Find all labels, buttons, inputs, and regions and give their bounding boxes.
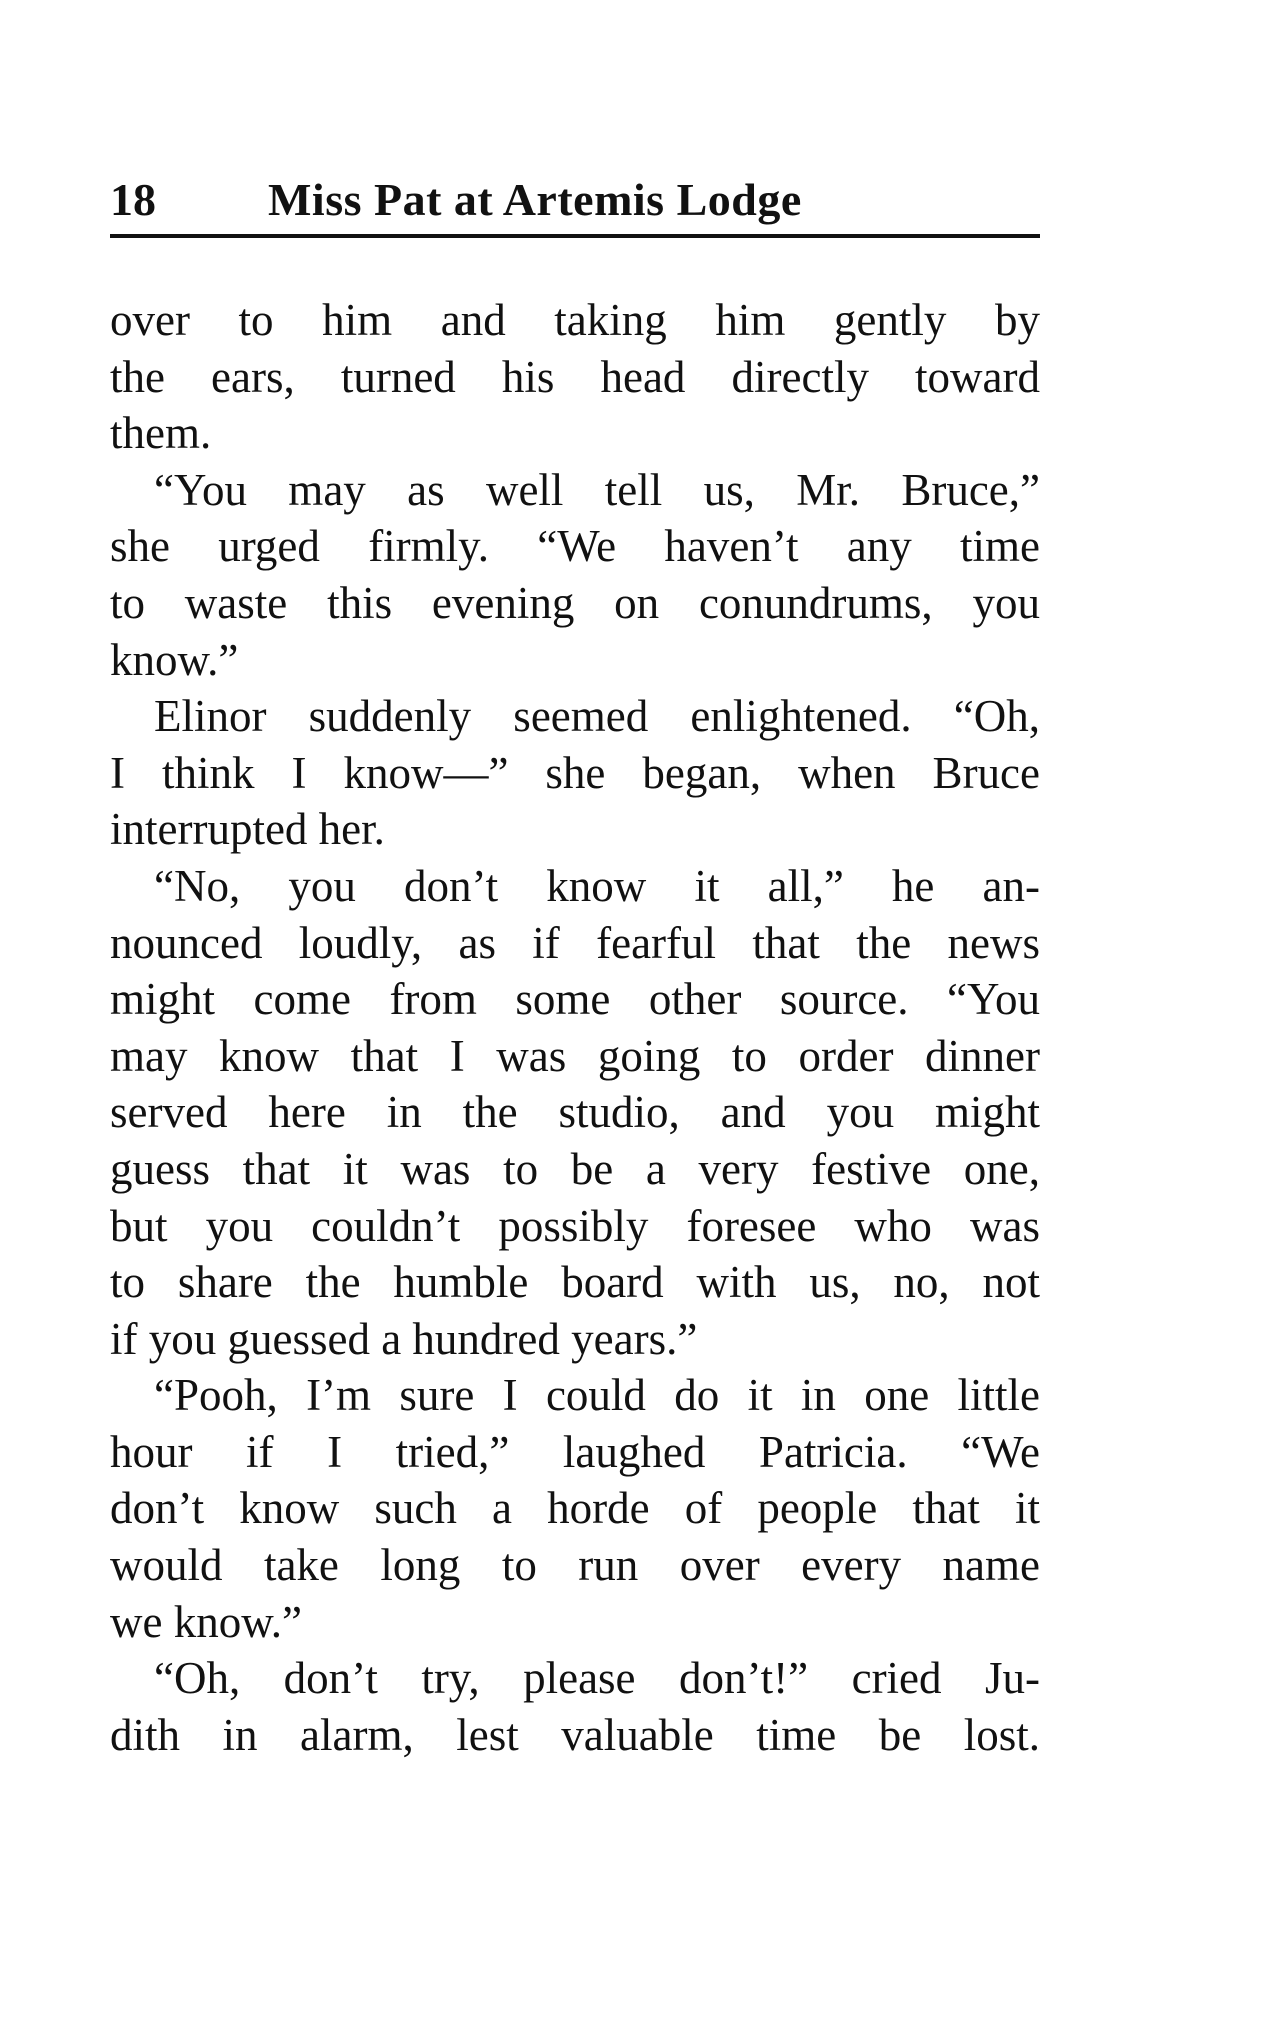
text-line: nounced loudly, as if fearful that the news bbox=[110, 917, 1040, 968]
page-number: 18 bbox=[110, 174, 156, 225]
text-line: don’t know such a horde of people that it bbox=[110, 1483, 1040, 1534]
text-line: to share the humble board with us, no, not bbox=[110, 1257, 1040, 1308]
text-line: she urged firmly. “We haven’t any time bbox=[110, 521, 1040, 572]
text-line: guess that it was to be a very festive one, bbox=[110, 1143, 1040, 1194]
text-line: would take long to run over every name bbox=[110, 1540, 1040, 1591]
text-line: hour if I tried,” laughed Patricia. “We bbox=[110, 1426, 1040, 1477]
body-text bbox=[110, 292, 1040, 1763]
text-line: the ears, turned his head directly toward bbox=[110, 351, 1040, 402]
text-line: to waste this evening on conundrums, you bbox=[110, 577, 1040, 628]
text-line: them. bbox=[110, 408, 212, 459]
running-header bbox=[110, 170, 1040, 238]
text-line: “Pooh, I’m sure I could do it in one little bbox=[154, 1370, 1040, 1421]
text-line: interrupted her. bbox=[110, 804, 385, 855]
text-line: “No, you don’t know it all,” he an- bbox=[154, 860, 1040, 911]
text-line: “Oh, don’t try, please don’t!” cried Ju- bbox=[154, 1653, 1040, 1704]
text-line: may know that I was going to order dinner bbox=[110, 1030, 1040, 1081]
text-line: dith in alarm, lest valuable time be lost. bbox=[110, 1709, 1040, 1760]
text-line: I think I know—” she began, when Bruce bbox=[110, 747, 1040, 798]
text-line: Elinor suddenly seemed enlightened. “Oh, bbox=[154, 691, 1040, 742]
text-line: we know.” bbox=[110, 1596, 303, 1647]
text-line: “You may as well tell us, Mr. Bruce,” bbox=[154, 464, 1040, 515]
text-line: but you couldn’t possibly foresee who was bbox=[110, 1200, 1040, 1251]
text-line: might come from some other source. “You bbox=[110, 974, 1040, 1025]
text-line: over to him and taking him gently by bbox=[110, 295, 1040, 345]
text-line: know.” bbox=[110, 634, 239, 685]
text-line: if you guessed a hundred years.” bbox=[110, 1313, 698, 1364]
text-line: served here in the studio, and you might bbox=[110, 1087, 1040, 1138]
running-title: Miss Pat at Artemis Lodge bbox=[268, 174, 802, 225]
